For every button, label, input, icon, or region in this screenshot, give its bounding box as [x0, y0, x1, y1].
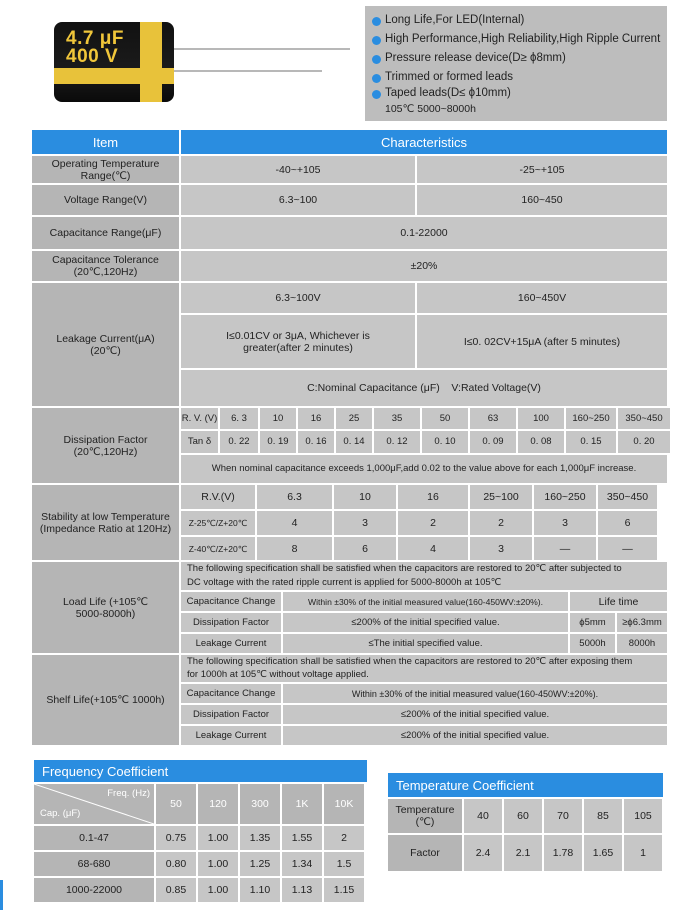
- freq-value: 1.13: [282, 878, 322, 902]
- factor-value: 1.65: [584, 835, 622, 871]
- rv-value: 6. 3: [220, 408, 258, 429]
- shelf-intro-2: for 1000h at 105℃ without voltage applied.: [181, 668, 667, 682]
- feature-text: Pressure release device(D≥ ϕ8mm): [385, 52, 566, 64]
- voltage-label: Voltage Range(V): [32, 185, 179, 215]
- capacitor-lead-bottom: [172, 70, 322, 72]
- feature-panel: [365, 6, 667, 121]
- temp-value: 70: [544, 799, 582, 833]
- rv-value: 16: [298, 408, 334, 429]
- freq-value: 1.5: [324, 852, 364, 876]
- diameter-small: ϕ5mm: [570, 613, 615, 632]
- freq-col-header: 1K: [282, 784, 322, 824]
- tan-label: Tan δ: [181, 431, 218, 453]
- stab-z25-value: 2: [470, 511, 532, 535]
- feature-text: High Performance,High Reliability,High Ripple Current: [385, 33, 661, 45]
- freq-value: 1.25: [240, 852, 280, 876]
- temperature-coefficient-table: [388, 773, 663, 873]
- op-temp-value-2: -25~+105: [417, 156, 667, 183]
- life-hours-large: 8000h: [617, 634, 667, 653]
- stab-rv-value: 350~450: [598, 485, 657, 509]
- tan-value: 0. 20: [618, 431, 670, 453]
- load-intro-1: The following specification shall be satisfied when the capacitors are restored to 20℃ after subjected to: [181, 562, 667, 576]
- voltage-value-1: 6.3~100: [181, 185, 415, 215]
- freq-value: 1.10: [240, 878, 280, 902]
- freq-value: 2: [324, 826, 364, 850]
- tolerance-label: Capacitance Tolerance (20℃,120Hz): [32, 251, 179, 281]
- rv-value: 25: [336, 408, 372, 429]
- load-cap-change-value: Within ±30% of the initial measured value(160-450WV:±20%).: [283, 592, 568, 611]
- freq-value: 1.35: [240, 826, 280, 850]
- feature-item: [385, 71, 513, 83]
- freq-col-header: 120: [198, 784, 238, 824]
- stab-z25-value: 4: [257, 511, 332, 535]
- freq-value: 1.00: [198, 826, 238, 850]
- leakage-label: Leakage Current(μA) (20℃): [32, 283, 179, 406]
- leakage-note: C:Nominal Capacitance (μF) V:Rated Voltage(V): [181, 370, 667, 406]
- shelf-cap-change-value: Within ±30% of the initial measured value(160-450WV:±20%).: [283, 684, 667, 703]
- freq-value: 1.15: [324, 878, 364, 902]
- tan-value: 0. 19: [260, 431, 296, 453]
- header-characteristics: Characteristics: [181, 130, 667, 154]
- temperature-title: Temperature Coefficient: [388, 773, 663, 797]
- freq-corner: [34, 784, 154, 824]
- feature-text: Long Life,For LED(Internal): [385, 14, 525, 26]
- rv-value: 350~450: [618, 408, 670, 429]
- freq-cap-label: 1000-22000: [34, 878, 154, 902]
- capacitor-value: 4.7 μF: [66, 28, 124, 49]
- stab-z25-value: 2: [398, 511, 468, 535]
- dissipation-grid: [181, 408, 667, 483]
- shelf-diss-key: Dissipation Factor: [181, 705, 281, 724]
- leakage-formula-2: I≤0. 02CV+15μA (after 5 minutes): [417, 315, 667, 368]
- factor-value: 1.78: [544, 835, 582, 871]
- rv-value: 10: [260, 408, 296, 429]
- frequency-coefficient-table: [34, 760, 367, 898]
- stab-rv-label: R.V.(V): [181, 485, 255, 509]
- feature-item: [385, 87, 511, 99]
- spec-table: [32, 130, 667, 745]
- stab-z40-value: 8: [257, 537, 332, 560]
- life-time-label: Life time: [570, 592, 667, 611]
- freq-value: 1.00: [198, 878, 238, 902]
- freq-value: 1.55: [282, 826, 322, 850]
- load-cap-change-key: Capacitance Change: [181, 592, 281, 611]
- freq-col-header: 300: [240, 784, 280, 824]
- freq-cap-label: 0.1-47: [34, 826, 154, 850]
- stab-z40-value: 3: [470, 537, 532, 560]
- factor-row-label: Factor: [388, 835, 462, 871]
- shelf-diss-value: ≤200% of the initial specified value.: [283, 705, 667, 724]
- cap-range-value: 0.1-22000: [181, 217, 667, 249]
- stab-z25-value: 3: [334, 511, 396, 535]
- dissipation-label: Dissipation Factor (20℃,120Hz): [32, 408, 179, 483]
- bullet-icon: [372, 36, 381, 45]
- tan-value: 0. 09: [470, 431, 516, 453]
- load-intro-2: DC voltage with the rated ripple current is applied for 5000-8000h at 105℃: [181, 576, 667, 590]
- dissipation-note: When nominal capacitance exceeds 1,000μF,add 0.02 to the value above for each 1,000μF increase.: [181, 455, 667, 483]
- capacitor-body: [54, 22, 174, 102]
- temp-row-label: Temperature (℃): [388, 799, 462, 833]
- load-diss-value: ≤200% of the initial specified value.: [283, 613, 568, 632]
- shelf-leak-value: ≤200% of the initial specified value.: [283, 726, 667, 745]
- capacitor-stripe: [140, 22, 162, 102]
- stab-z25-label: Z-25℃/Z+20℃: [181, 511, 255, 535]
- edge-marker: [0, 880, 3, 910]
- stab-rv-value: 16: [398, 485, 468, 509]
- stab-rv-value: 25~100: [470, 485, 532, 509]
- capacitor-voltage: 400 V: [66, 46, 119, 67]
- rv-value: 50: [422, 408, 468, 429]
- capacitor-lead-top: [172, 48, 350, 50]
- temp-value: 85: [584, 799, 622, 833]
- leakage-header-2: 160~450V: [417, 283, 667, 313]
- diameter-large: ≥ϕ6.3mm: [617, 613, 667, 632]
- stab-rv-value: 10: [334, 485, 396, 509]
- bullet-icon: [372, 74, 381, 83]
- rv-value: 160~250: [566, 408, 616, 429]
- leakage-header-1: 6.3~100V: [181, 283, 415, 313]
- freq-value: 0.75: [156, 826, 196, 850]
- leakage-formula-1: I≤0.01CV or 3μA, Whichever is greater(after 2 minutes): [181, 315, 415, 368]
- stability-grid: [181, 485, 667, 560]
- temp-value: 105: [624, 799, 662, 833]
- feature-text: Taped leads(D≤ ϕ10mm): [385, 87, 511, 99]
- load-leak-value: ≤The initial specified value.: [283, 634, 568, 653]
- temp-value: 60: [504, 799, 542, 833]
- life-hours-small: 5000h: [570, 634, 615, 653]
- stab-rv-value: 160~250: [534, 485, 596, 509]
- factor-value: 2.1: [504, 835, 542, 871]
- feature-extra: 105℃ 5000~8000h: [385, 103, 476, 115]
- freq-value: 0.80: [156, 852, 196, 876]
- stability-label: Stability at low Temperature (Impedance Ratio at 120Hz): [32, 485, 179, 560]
- stab-rv-value: 6.3: [257, 485, 332, 509]
- load-life-label: Load Life (+105℃ 5000-8000h): [32, 562, 179, 653]
- feature-item: [385, 14, 524, 26]
- tan-value: 0. 14: [336, 431, 372, 453]
- stab-z40-value: 4: [398, 537, 468, 560]
- stab-z40-value: —: [598, 537, 657, 560]
- freq-value: 1.34: [282, 852, 322, 876]
- tan-value: 0. 22: [220, 431, 258, 453]
- shelf-cap-change-key: Capacitance Change: [181, 684, 281, 703]
- stab-z25-value: 3: [534, 511, 596, 535]
- feature-text: Trimmed or formed leads: [385, 71, 514, 83]
- temp-value: 40: [464, 799, 502, 833]
- feature-item: [385, 52, 566, 64]
- tan-value: 0. 12: [374, 431, 420, 453]
- tan-value: 0. 08: [518, 431, 564, 453]
- capacitor-image: [0, 0, 360, 110]
- rv-value: 35: [374, 408, 420, 429]
- rv-value: 100: [518, 408, 564, 429]
- shelf-life-label: Shelf Life(+105℃ 1000h): [32, 655, 179, 745]
- bullet-icon: [372, 55, 381, 64]
- cap-range-label: Capacitance Range(μF): [32, 217, 179, 249]
- stab-z40-value: 6: [334, 537, 396, 560]
- shelf-leak-key: Leakage Current: [181, 726, 281, 745]
- tan-value: 0. 15: [566, 431, 616, 453]
- freq-corner-freq: Freq. (Hz): [107, 788, 150, 799]
- bullet-icon: [372, 90, 381, 99]
- freq-corner-cap: Cap. (μF): [40, 808, 81, 819]
- rv-label: R. V. (V): [181, 408, 218, 429]
- bullet-icon: [372, 17, 381, 26]
- rv-value: 63: [470, 408, 516, 429]
- header-item: Item: [32, 130, 179, 154]
- freq-value: 1.00: [198, 852, 238, 876]
- frequency-title: Frequency Coefficient: [34, 760, 367, 782]
- load-leak-key: Leakage Current: [181, 634, 281, 653]
- freq-col-header: 50: [156, 784, 196, 824]
- tan-value: 0. 16: [298, 431, 334, 453]
- op-temp-value-1: -40~+105: [181, 156, 415, 183]
- load-diss-key: Dissipation Factor: [181, 613, 281, 632]
- shelf-intro-1: The following specification shall be satisfied when the capacitors are restored to 20℃ after exposing them: [181, 655, 667, 668]
- freq-cap-label: 68-680: [34, 852, 154, 876]
- stab-z40-label: Z-40℃/Z+20℃: [181, 537, 255, 560]
- tolerance-value: ±20%: [181, 251, 667, 281]
- freq-col-header: 10K: [324, 784, 364, 824]
- factor-value: 2.4: [464, 835, 502, 871]
- stab-z40-value: —: [534, 537, 596, 560]
- stab-z25-value: 6: [598, 511, 657, 535]
- tan-value: 0. 10: [422, 431, 468, 453]
- op-temp-label: Operating Temperature Range(℃): [32, 156, 179, 183]
- freq-value: 0.85: [156, 878, 196, 902]
- factor-value: 1: [624, 835, 662, 871]
- feature-item: [385, 33, 660, 45]
- voltage-value-2: 160~450: [417, 185, 667, 215]
